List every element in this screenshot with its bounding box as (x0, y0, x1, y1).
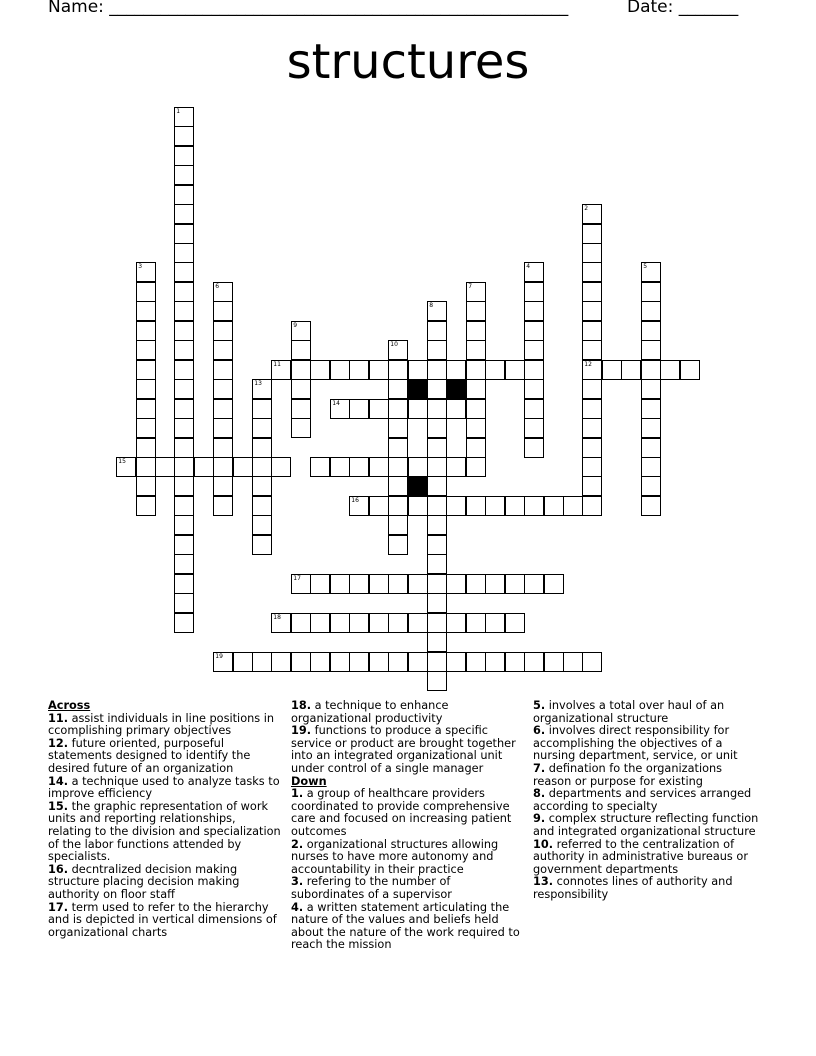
grid-cell[interactable] (213, 360, 232, 379)
clue-down-7: 7. defination fo the organizations reason or purpose for existing (533, 761, 723, 788)
clue-number-17: 17 (293, 575, 301, 583)
grid-cell[interactable] (349, 360, 368, 379)
grid-cell[interactable] (136, 282, 155, 301)
grid-cell[interactable] (271, 652, 290, 671)
grid-cell[interactable] (233, 457, 252, 476)
clue-down-13: 13. connotes lines of authority and responsibility (533, 875, 733, 901)
grid-cell[interactable] (582, 224, 601, 243)
grid-cell[interactable] (310, 574, 329, 593)
clue-down-3: 3. refering to the number of subordinates of a supervisor (291, 875, 452, 901)
grid-cell[interactable] (330, 360, 349, 379)
grid-cell[interactable] (524, 321, 543, 340)
grid-cell[interactable] (136, 340, 155, 359)
grid-cell[interactable] (408, 613, 427, 632)
clue-number-5: 5 (643, 263, 648, 271)
clue-number-2: 2 (584, 205, 589, 213)
clue-down-6: 6. involves direct responsibility for accomplishing the objectives of a nursing department, service, or unit (533, 724, 738, 763)
grid-cell[interactable] (427, 457, 446, 476)
clue-across-15: 15. the graphic representation of work units and reporting relationships, relating to the division and specialization of the labor functions attended by specialists. (48, 799, 281, 864)
grid-cell[interactable] (524, 418, 543, 437)
grid-cell[interactable] (641, 496, 660, 515)
clue-number-7: 7 (468, 283, 473, 291)
grid-cell[interactable] (505, 613, 524, 632)
down-heading: Down (291, 774, 327, 788)
grid-cell[interactable] (310, 652, 329, 671)
grid-cell[interactable] (427, 399, 446, 418)
grid-cell[interactable] (174, 301, 193, 320)
grid-cell[interactable] (330, 652, 349, 671)
grid-cell[interactable] (291, 613, 310, 632)
clue-across-19: 19. functions to produce a specific service or product are brought together into an integrated organizational unit under control of a single manager (291, 724, 516, 775)
grid-cell[interactable] (174, 379, 193, 398)
grid-cell[interactable] (388, 476, 407, 495)
grid-cell[interactable] (544, 574, 563, 593)
clue-number-15: 15 (118, 458, 126, 466)
grid-cell[interactable] (174, 535, 193, 554)
grid-cell[interactable] (680, 360, 699, 379)
grid-cell[interactable] (408, 496, 427, 515)
grid-cell[interactable] (388, 574, 407, 593)
grid-cell[interactable] (408, 652, 427, 671)
grid-cell[interactable] (155, 457, 174, 476)
clue-down-5: 5. involves a total over haul of an organizational structure (533, 699, 725, 725)
grid-cell[interactable] (136, 321, 155, 340)
name-field: Name: ______________________________________________________ (48, 0, 569, 17)
clues-column-2 (291, 700, 527, 952)
clue-number-12: 12 (584, 361, 592, 369)
grid-cell[interactable] (408, 574, 427, 593)
grid-cell[interactable] (427, 632, 446, 651)
grid-cell[interactable] (174, 340, 193, 359)
grid-cell[interactable] (408, 360, 427, 379)
grid-cell[interactable] (349, 574, 368, 593)
grid-cell[interactable] (641, 379, 660, 398)
grid-cell[interactable] (330, 574, 349, 593)
grid-cell[interactable] (310, 457, 329, 476)
grid-cell[interactable] (388, 535, 407, 554)
grid-cell[interactable] (505, 574, 524, 593)
clue-number-16: 16 (351, 497, 359, 505)
grid-cell[interactable] (388, 418, 407, 437)
grid-cell[interactable] (446, 399, 465, 418)
grid-cell[interactable] (388, 399, 407, 418)
date-field: Date: _______ (627, 0, 739, 17)
black-square (446, 379, 465, 398)
grid-cell[interactable] (136, 360, 155, 379)
grid-cell[interactable] (427, 515, 446, 534)
grid-cell[interactable] (582, 496, 601, 515)
grid-cell[interactable] (466, 399, 485, 418)
grid-cell[interactable] (252, 438, 271, 457)
grid-cell[interactable] (388, 515, 407, 534)
grid-cell[interactable] (582, 282, 601, 301)
grid-cell[interactable] (136, 379, 155, 398)
grid-cell[interactable] (213, 379, 232, 398)
grid-cell[interactable] (291, 652, 310, 671)
grid-cell[interactable] (641, 399, 660, 418)
clue-across-12: 12. future oriented, purposeful statements designed to identify the desired future of an organization (48, 736, 251, 775)
grid-cell[interactable] (544, 652, 563, 671)
grid-cell[interactable] (427, 438, 446, 457)
grid-cell[interactable] (174, 438, 193, 457)
grid-cell[interactable] (252, 457, 271, 476)
grid-cell[interactable] (563, 652, 582, 671)
grid-cell[interactable] (446, 574, 465, 593)
grid-cell[interactable] (174, 146, 193, 165)
grid-cell[interactable] (582, 243, 601, 262)
grid-cell[interactable] (213, 496, 232, 515)
grid-cell[interactable] (660, 360, 679, 379)
grid-cell[interactable] (369, 613, 388, 632)
grid-cell[interactable] (427, 476, 446, 495)
clue-number-3: 3 (138, 263, 143, 271)
grid-cell[interactable] (213, 301, 232, 320)
grid-cell[interactable] (174, 593, 193, 612)
grid-cell[interactable] (136, 418, 155, 437)
grid-cell[interactable] (291, 379, 310, 398)
grid-cell[interactable] (466, 613, 485, 632)
grid-cell[interactable] (310, 613, 329, 632)
grid-cell[interactable] (427, 652, 446, 671)
grid-cell[interactable] (174, 360, 193, 379)
grid-cell[interactable] (427, 321, 446, 340)
grid-cell[interactable] (388, 379, 407, 398)
grid-cell[interactable] (505, 360, 524, 379)
grid-cell[interactable] (291, 340, 310, 359)
grid-cell[interactable] (427, 379, 446, 398)
grid-cell[interactable] (252, 476, 271, 495)
grid-cell[interactable] (213, 399, 232, 418)
clue-number-11: 11 (273, 361, 281, 369)
clue-number-18: 18 (273, 614, 281, 622)
clue-across-14: 14. a technique used to analyze tasks to improve efficiency (48, 774, 280, 801)
grid-cell[interactable] (213, 321, 232, 340)
grid-cell[interactable] (641, 418, 660, 437)
grid-cell[interactable] (446, 360, 465, 379)
grid-cell[interactable] (641, 438, 660, 457)
across-heading: Across (48, 699, 91, 712)
grid-cell[interactable] (582, 418, 601, 437)
grid-cell[interactable] (233, 652, 252, 671)
grid-cell[interactable] (252, 418, 271, 437)
grid-cell[interactable] (369, 652, 388, 671)
grid-cell[interactable] (524, 438, 543, 457)
grid-cell[interactable] (524, 652, 543, 671)
clue-number-6: 6 (215, 283, 220, 291)
grid-cell[interactable] (427, 593, 446, 612)
grid-cell[interactable] (641, 360, 660, 379)
grid-cell[interactable] (582, 476, 601, 495)
grid-cell[interactable] (349, 399, 368, 418)
clue-number-4: 4 (526, 263, 531, 271)
grid-cell[interactable] (466, 379, 485, 398)
grid-cell[interactable] (466, 652, 485, 671)
grid-cell[interactable] (466, 360, 485, 379)
grid-cell[interactable] (427, 574, 446, 593)
clue-across-16: 16. decntralized decision making structure placing decision making authority on floor staff (48, 862, 240, 901)
clue-down-8: 8. departments and services arranged according to specialty (533, 787, 752, 813)
grid-cell[interactable] (174, 457, 193, 476)
grid-cell[interactable] (174, 126, 193, 145)
grid-cell[interactable] (349, 652, 368, 671)
grid-cell[interactable] (369, 457, 388, 476)
grid-cell[interactable] (446, 652, 465, 671)
grid-cell[interactable] (291, 399, 310, 418)
grid-cell[interactable] (388, 360, 407, 379)
grid-cell[interactable] (174, 262, 193, 281)
clue-number-19: 19 (215, 653, 223, 661)
grid-cell[interactable] (466, 340, 485, 359)
grid-cell[interactable] (174, 185, 193, 204)
clue-down-1: 1. a group of healthcare providers coordinated to provide comprehensive care and focused on increasing patient outcomes (291, 787, 512, 838)
grid-cell[interactable] (252, 652, 271, 671)
grid-cell[interactable] (136, 457, 155, 476)
grid-cell[interactable] (427, 360, 446, 379)
grid-cell[interactable] (582, 262, 601, 281)
grid-cell[interactable] (563, 496, 582, 515)
grid-cell[interactable] (213, 438, 232, 457)
grid-cell[interactable] (466, 496, 485, 515)
grid-cell[interactable] (524, 574, 543, 593)
grid-cell[interactable] (330, 457, 349, 476)
grid-cell[interactable] (174, 282, 193, 301)
grid-cell[interactable] (446, 496, 465, 515)
grid-cell[interactable] (252, 399, 271, 418)
grid-cell[interactable] (466, 321, 485, 340)
grid-cell[interactable] (136, 496, 155, 515)
grid-cell[interactable] (349, 613, 368, 632)
grid-cell[interactable] (582, 399, 601, 418)
grid-cell[interactable] (174, 476, 193, 495)
grid-cell[interactable] (524, 379, 543, 398)
clue-down-9: 9. complex structure reflecting function and integrated organizational structure (533, 812, 759, 838)
grid-cell[interactable] (582, 438, 601, 457)
grid-cell[interactable] (427, 554, 446, 573)
grid-cell[interactable] (310, 360, 329, 379)
grid-cell[interactable] (369, 399, 388, 418)
grid-cell[interactable] (621, 360, 640, 379)
black-square (408, 476, 427, 495)
clue-across-17: 17. term used to refer to the hierarchy and is depicted in vertical dimensions of organizational charts (48, 900, 277, 939)
grid-cell[interactable] (524, 340, 543, 359)
grid-cell[interactable] (252, 515, 271, 534)
clues-column-1 (48, 700, 282, 939)
grid-cell[interactable] (582, 301, 601, 320)
grid-cell[interactable] (582, 652, 601, 671)
grid-cell[interactable] (291, 360, 310, 379)
grid-cell[interactable] (602, 360, 621, 379)
grid-cell[interactable] (582, 457, 601, 476)
grid-cell[interactable] (485, 613, 504, 632)
grid-cell[interactable] (408, 399, 427, 418)
grid-cell[interactable] (408, 457, 427, 476)
grid-cell[interactable] (524, 360, 543, 379)
grid-cell[interactable] (524, 399, 543, 418)
grid-cell[interactable] (582, 340, 601, 359)
clue-across-18: 18. a technique to enhance organizational productivity (291, 699, 449, 725)
clue-down-10: 10. referred to the centralization of authority in administrative bureaus or government departments (533, 837, 748, 876)
grid-cell[interactable] (641, 340, 660, 359)
grid-cell[interactable] (466, 418, 485, 437)
clue-number-9: 9 (293, 322, 298, 330)
grid-cell[interactable] (330, 613, 349, 632)
clue-number-8: 8 (429, 302, 434, 310)
grid-cell[interactable] (174, 399, 193, 418)
grid-cell[interactable] (136, 476, 155, 495)
grid-cell[interactable] (174, 243, 193, 262)
grid-cell[interactable] (505, 652, 524, 671)
grid-cell[interactable] (174, 165, 193, 184)
grid-cell[interactable] (174, 613, 193, 632)
grid-cell[interactable] (544, 496, 563, 515)
grid-cell[interactable] (136, 399, 155, 418)
grid-cell[interactable] (427, 535, 446, 554)
grid-cell[interactable] (485, 652, 504, 671)
grid-cell[interactable] (505, 496, 524, 515)
grid-cell[interactable] (524, 496, 543, 515)
clue-down-2: 2. organizational structures allowing nurses to have more autonomy and accountability in their practice (291, 837, 499, 876)
clue-number-10: 10 (390, 341, 398, 349)
grid-cell[interactable] (369, 496, 388, 515)
grid-cell[interactable] (485, 574, 504, 593)
grid-cell[interactable] (641, 457, 660, 476)
grid-cell[interactable] (524, 301, 543, 320)
grid-cell[interactable] (388, 496, 407, 515)
grid-cell[interactable] (174, 418, 193, 437)
grid-cell[interactable] (388, 438, 407, 457)
grid-cell[interactable] (427, 340, 446, 359)
grid-cell[interactable] (641, 282, 660, 301)
clue-across-11: 11. assist individuals in line positions in ccomplishing primary objectives (48, 711, 275, 738)
grid-cell[interactable] (485, 360, 504, 379)
clues-column-3 (533, 700, 763, 902)
grid-cell[interactable] (427, 613, 446, 632)
grid-cell[interactable] (174, 224, 193, 243)
grid-cell[interactable] (213, 340, 232, 359)
grid-cell[interactable] (349, 457, 368, 476)
grid-cell[interactable] (136, 438, 155, 457)
grid-cell[interactable] (174, 496, 193, 515)
grid-cell[interactable] (466, 438, 485, 457)
grid-cell[interactable] (291, 418, 310, 437)
puzzle-title: structures (286, 34, 530, 90)
grid-cell[interactable] (174, 574, 193, 593)
grid-cell[interactable] (388, 613, 407, 632)
grid-cell[interactable] (174, 515, 193, 534)
grid-cell[interactable] (485, 496, 504, 515)
grid-cell[interactable] (582, 321, 601, 340)
clue-number-14: 14 (332, 400, 340, 408)
grid-cell[interactable] (641, 301, 660, 320)
grid-cell[interactable] (271, 457, 290, 476)
grid-cell[interactable] (388, 652, 407, 671)
grid-cell[interactable] (466, 574, 485, 593)
grid-cell[interactable] (466, 457, 485, 476)
grid-cell[interactable] (427, 418, 446, 437)
grid-cell[interactable] (446, 613, 465, 632)
clue-number-13: 13 (254, 380, 262, 388)
grid-cell[interactable] (427, 496, 446, 515)
grid-cell[interactable] (213, 476, 232, 495)
grid-cell[interactable] (174, 554, 193, 573)
grid-cell[interactable] (388, 457, 407, 476)
grid-cell[interactable] (252, 496, 271, 515)
grid-cell[interactable] (466, 301, 485, 320)
grid-cell[interactable] (174, 321, 193, 340)
grid-cell[interactable] (427, 671, 446, 690)
grid-cell[interactable] (641, 321, 660, 340)
black-square (408, 379, 427, 398)
grid-cell[interactable] (174, 204, 193, 223)
clue-number-1: 1 (176, 108, 181, 116)
grid-cell[interactable] (213, 457, 232, 476)
grid-cell[interactable] (213, 418, 232, 437)
grid-cell[interactable] (136, 301, 155, 320)
grid-cell[interactable] (194, 457, 213, 476)
grid-cell[interactable] (369, 360, 388, 379)
grid-cell[interactable] (252, 535, 271, 554)
grid-cell[interactable] (446, 457, 465, 476)
grid-cell[interactable] (369, 574, 388, 593)
grid-cell[interactable] (582, 379, 601, 398)
grid-cell[interactable] (641, 476, 660, 495)
grid-cell[interactable] (524, 282, 543, 301)
clue-down-4: 4. a written statement articulating the nature of the values and beliefs held about the nature of the work required to reach the mission (291, 900, 520, 952)
